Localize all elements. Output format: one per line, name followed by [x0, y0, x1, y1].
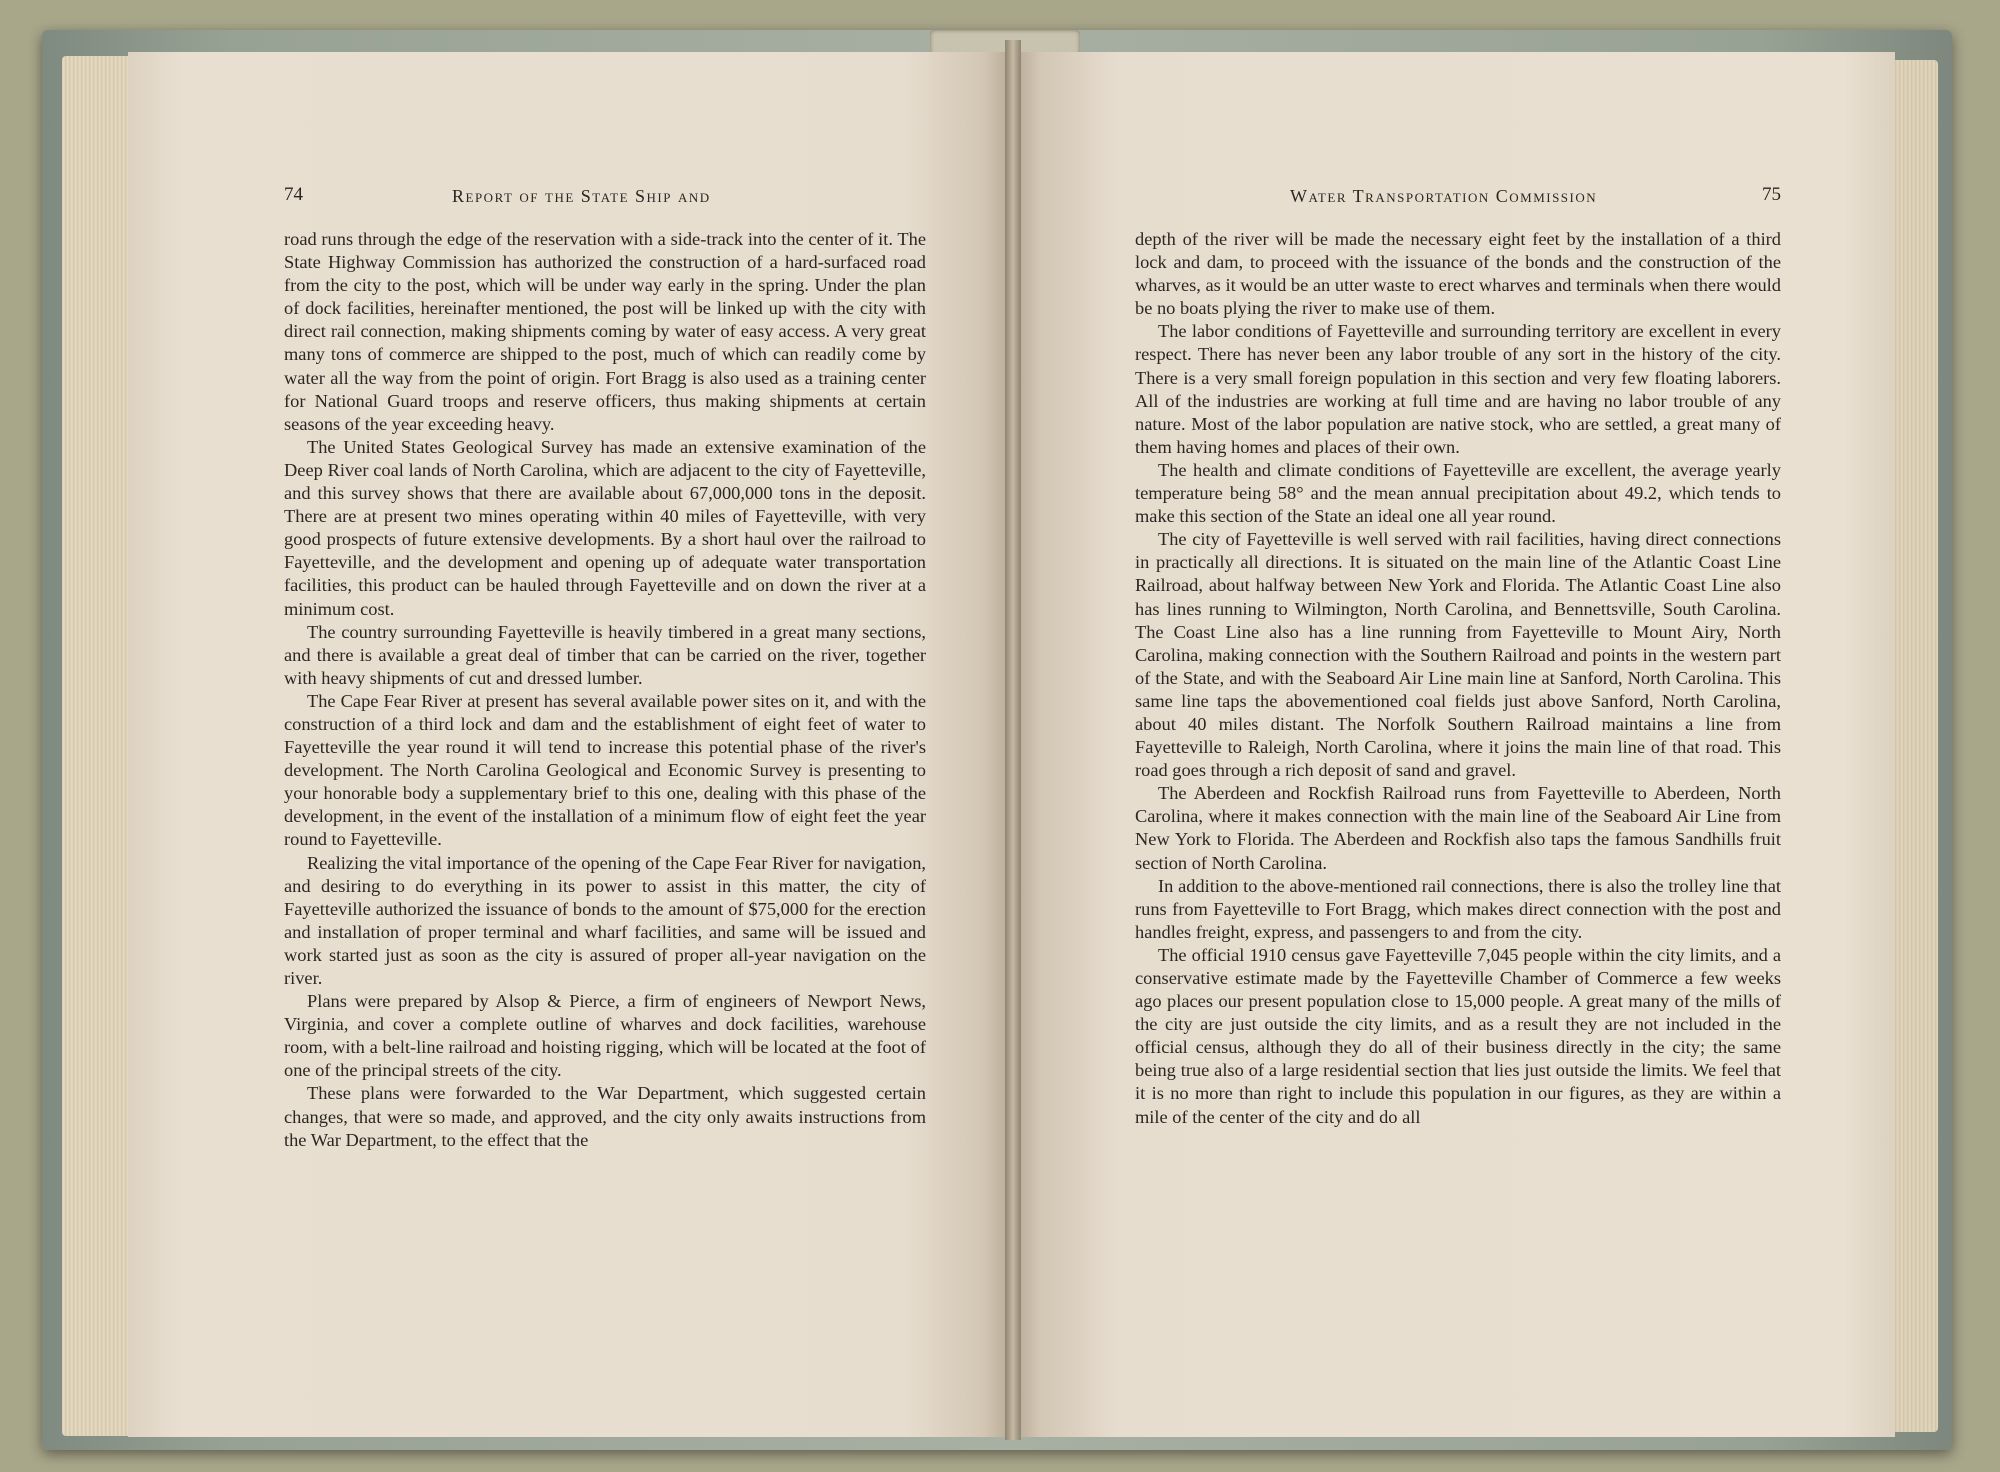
- paragraph: The labor conditions of Fayetteville and surrounding territory are excellent in every respect. There has never been any labor trouble of any sort in the history of the city. There is a very small foreign population in this section and very few floating laborers. All of the industries are working at full time and are having no labor trouble of any nature. Most of the labor population are native stock, who are settled, a great many of them having homes and places of their own.: [1135, 321, 1781, 457]
- paragraph: road runs through the edge of the reservation with a side-track into the center of it. The State Highway Commission has authorized the construction of a hard-surfaced road from the city to the post, which will be under way early in the spring. Under the plan of dock facilities, hereinafter mentioned, the post will be linked up with the city with direct rail connection, making shipments coming by water of easy access. A very great many tons of commerce are shipped to the post, much of which can readily come by water all the way from the point of origin. Fort Bragg is also used as a training center for National Guard troops and reserve officers, thus making shipments at certain seasons of the year exceeding heavy.: [284, 229, 926, 434]
- right-page-body: [1135, 228, 1781, 1129]
- paragraph: depth of the river will be made the necessary eight feet by the installation of a third lock and dam, to proceed with the issuance of the bonds and the construction of the wharves, as it would be an utter waste to erect wharves and terminals when there would be no boats plying the river to make use of them.: [1135, 229, 1781, 319]
- right-running-head: Water Transportation Commission: [1290, 186, 1598, 206]
- left-page-number: 74: [284, 184, 303, 205]
- left-running-head: Report of the State Ship and: [452, 186, 711, 206]
- book-gutter: [1005, 40, 1021, 1440]
- page-edges-right: [1888, 60, 1938, 1432]
- paragraph: Realizing the vital importance of the opening of the Cape Fear River for navigation, and desiring to do everything in its power to assist in this matter, the city of Fayetteville authorized the issuance of bonds to the amount of $75,000 for the erection and installation of proper terminal and wharf facilities, and same will be issued and work started just as soon as the city is assured of proper all-year navigation on the river.: [284, 852, 926, 988]
- paragraph: The city of Fayetteville is well served with rail facilities, having direct connections in practically all directions. It is situated on the main line of the Atlantic Coast Line Railroad, about halfway between New York and Florida. The Atlantic Coast Line also has lines running to Wilmington, North Carolina, and Bennettsville, South Carolina. The Coast Line also has a line running from Fayetteville to Mount Airy, North Carolina, making connection with the Southern Railroad and points in the western part of the State, and with the Seaboard Air Line main line at Sanford, North Carolina. This same line taps the abovementioned coal fields just above Sanford, North Carolina, about 40 miles distant. The Norfolk Southern Railroad maintains a line from Fayetteville to Raleigh, North Carolina, where it joins the main line of that road. This road goes through a rich deposit of sand and gravel.: [1135, 529, 1781, 781]
- paragraph: Plans were prepared by Alsop & Pierce, a firm of engineers of Newport News, Virginia, and cover a complete outline of wharves and dock facilities, warehouse room, with a belt-line railroad and hoisting rigging, which will be located at the foot of one of the principal streets of the city.: [284, 991, 926, 1081]
- paragraph: The Cape Fear River at present has several available power sites on it, and with the construction of a third lock and dam and the establishment of eight feet of water to Fayetteville the year round it will tend to increase this potential phase of the river's development. The North Carolina Geological and Economic Survey is presenting to your honorable body a supplementary brief to this one, dealing with this phase of the development, in the event of the installation of a minimum flow of eight feet the year round to Fayetteville.: [284, 690, 926, 850]
- left-page-body: [284, 228, 926, 1152]
- paragraph: The Aberdeen and Rockfish Railroad runs from Fayetteville to Aberdeen, North Carolina, where it makes connection with the main line of the Seaboard Air Line from New York to Florida. The Aberdeen and Rockfish also taps the famous Sandhills fruit section of North Carolina.: [1135, 783, 1781, 873]
- paragraph: The official 1910 census gave Fayetteville 7,045 people within the city limits, and a conservative estimate made by the Fayetteville Chamber of Commerce a few weeks ago places our present population close to 15,000 people. A great many of the mills of the city are just outside the city limits, and as a result they are not included in the official census, although they do all of their business directly in the city; the same being true also of a large residential section that lies just outside the limits. We feel that it is no more than right to include this population in our figures, as they are within a mile of the center of the city and do all: [1135, 944, 1781, 1127]
- paragraph: The United States Geological Survey has made an extensive examination of the Deep River coal lands of North Carolina, which are adjacent to the city of Fayetteville, and this survey shows that there are available about 67,000,000 tons in the deposit. There are at present two mines operating within 40 miles of Fayetteville, with very good prospects of future extensive developments. By a short haul over the railroad to Fayetteville, and the development and opening up of adequate water transportation facilities, this product can be hauled through Fayetteville and on down the river at a minimum cost.: [284, 436, 926, 619]
- right-page-number: 75: [1762, 184, 1781, 205]
- paragraph: The country surrounding Fayetteville is heavily timbered in a great many sections, and there is available a great deal of timber that can be carried on the river, together with heavy shipments of cut and dressed lumber.: [284, 621, 926, 688]
- paragraph: In addition to the above-mentioned rail connections, there is also the trolley line that runs from Fayetteville to Fort Bragg, which makes direct connection with the post and handles freight, express, and passengers to and from the city.: [1135, 875, 1781, 942]
- paragraph: These plans were forwarded to the War Department, which suggested certain changes, that were so made, and approved, and the city only awaits instructions from the War Department, to the effect that the: [284, 1083, 926, 1150]
- paragraph: The health and climate conditions of Fayetteville are excellent, the average yearly temperature being 58° and the mean annual precipitation about 49.2, which tends to make this section of the State an ideal one all year round.: [1135, 459, 1781, 527]
